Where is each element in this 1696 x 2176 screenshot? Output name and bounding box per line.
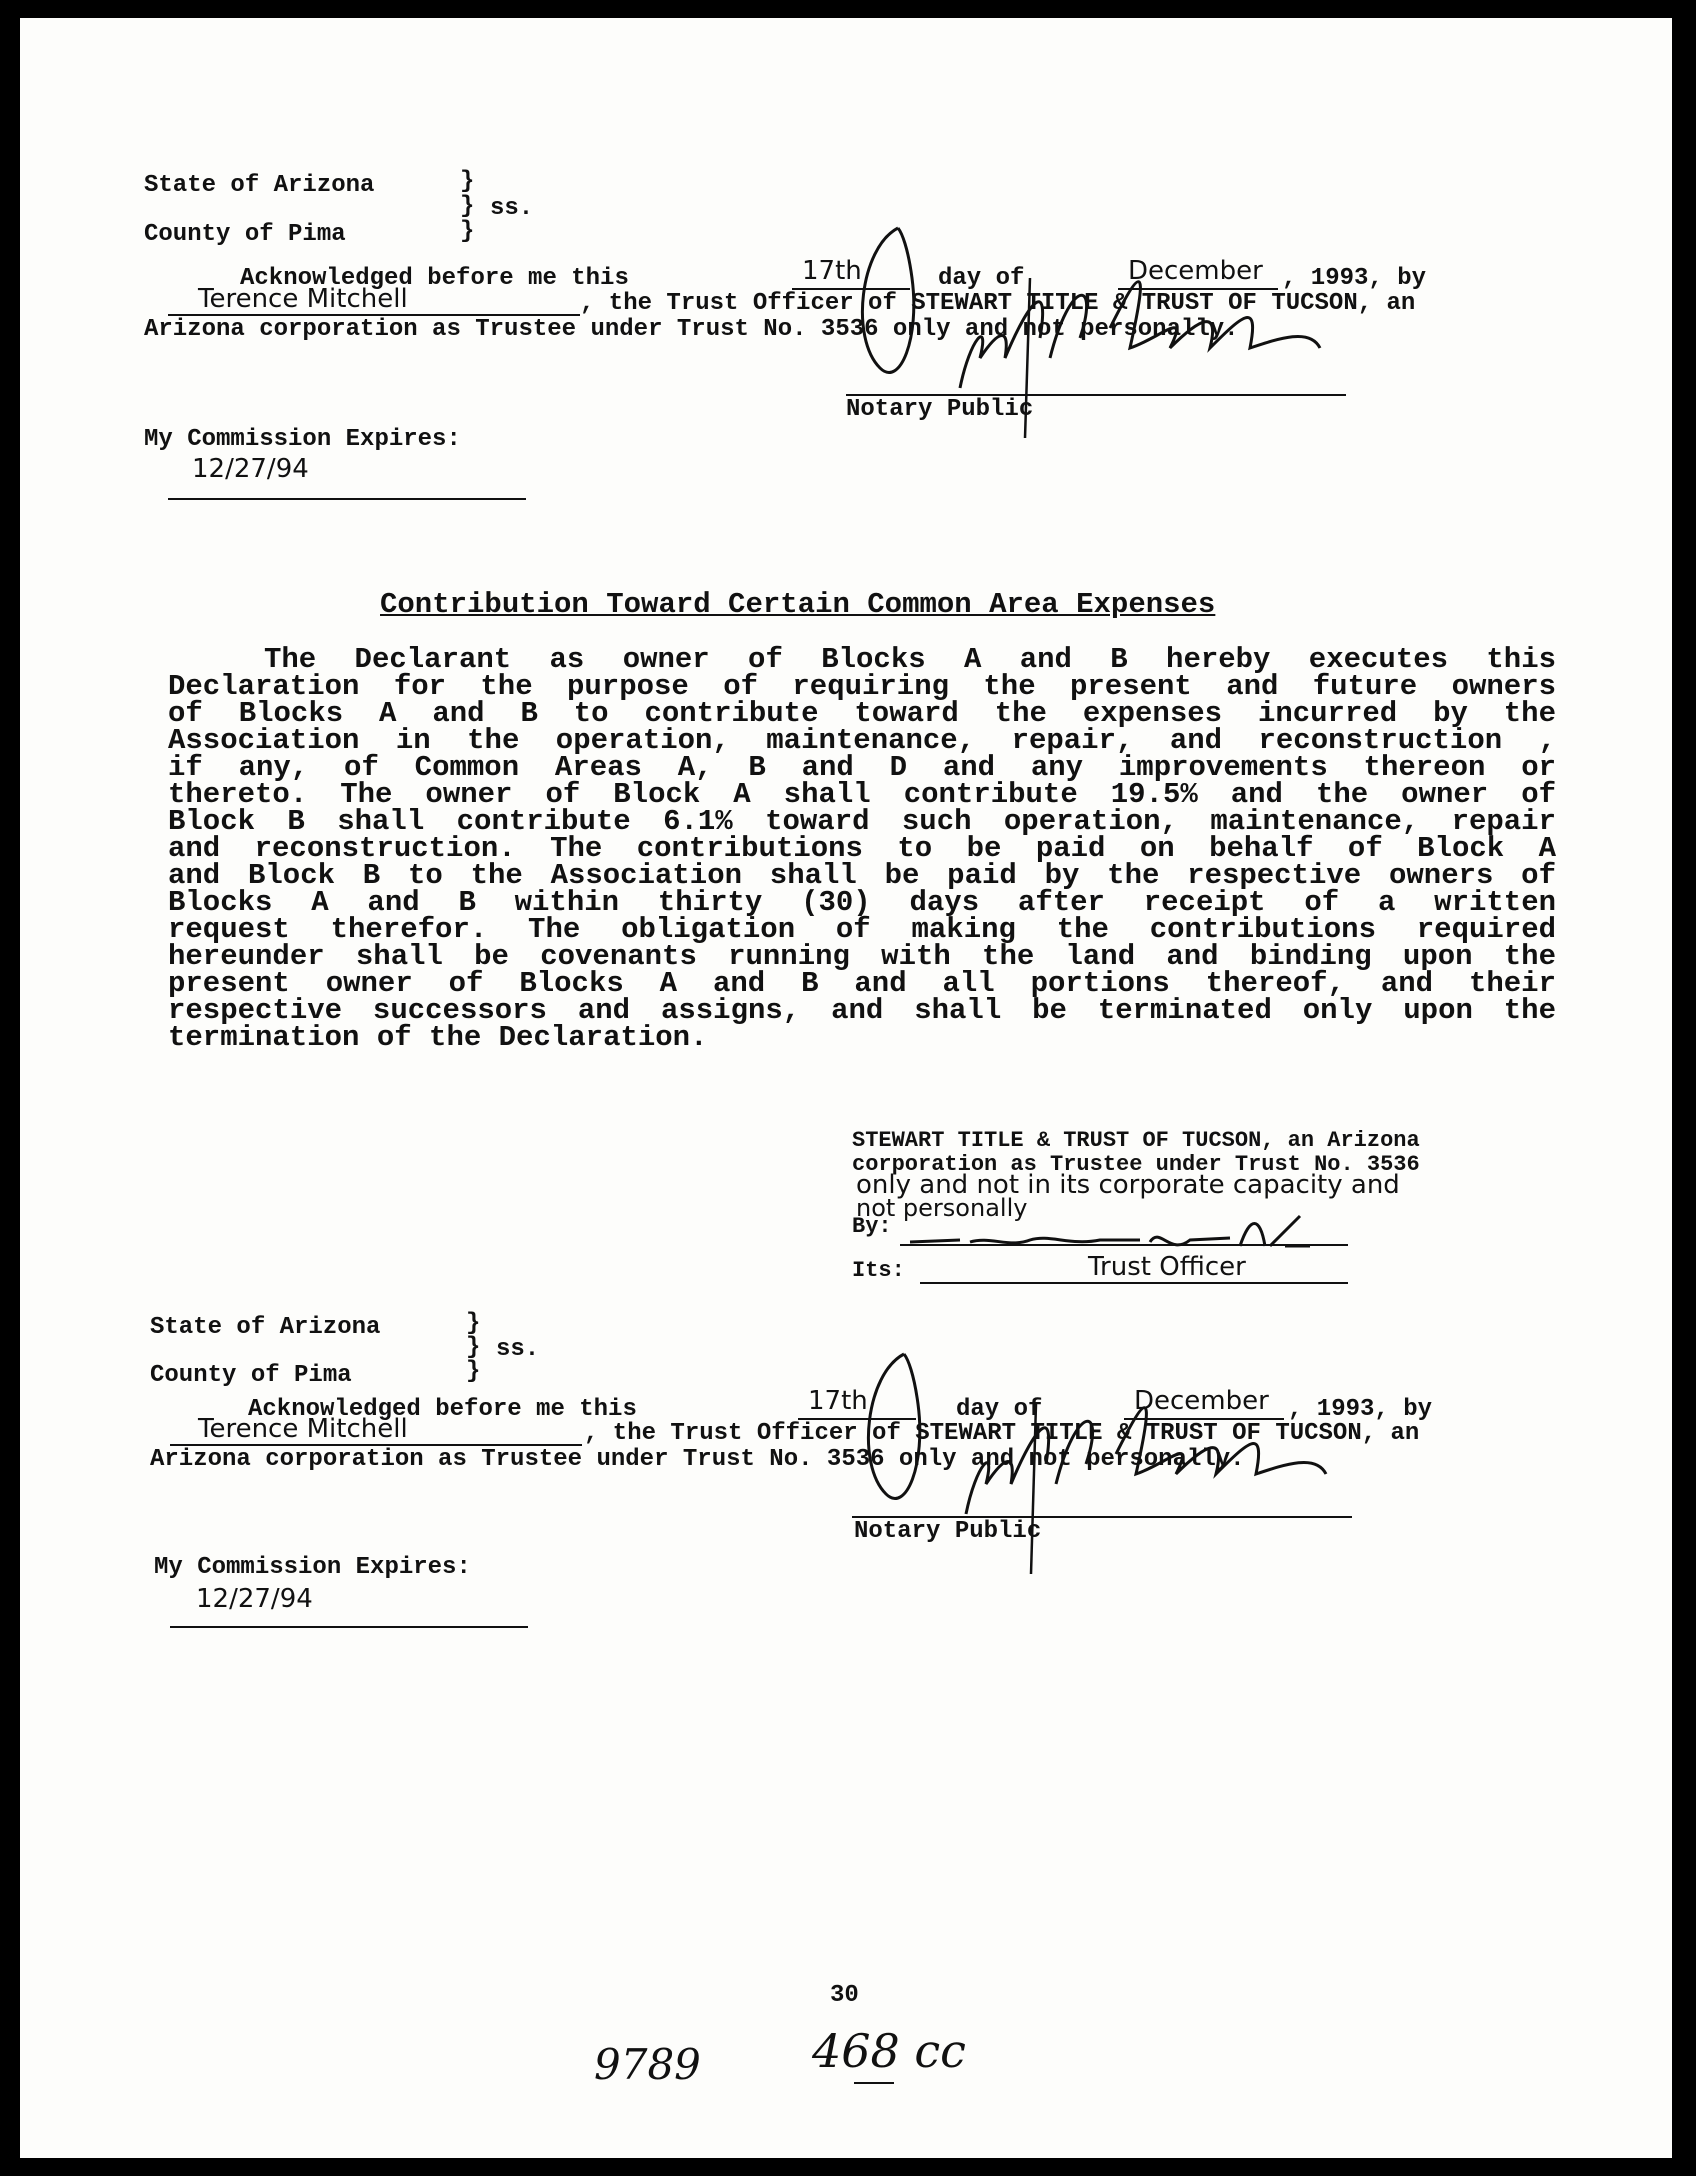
section-body-line: Declaration for the purpose of requiring the present and future owners: [168, 670, 1556, 703]
section-body-line: and reconstruction. The contributions to be paid on behalf of Block A: [168, 832, 1556, 865]
ack1-brace-bottom: }: [460, 218, 475, 245]
section-heading: Contribution Toward Certain Common Area Expenses: [380, 588, 1216, 621]
ack2-state-label: State of Arizona: [150, 1314, 381, 1341]
ack1-ss: ss.: [490, 195, 534, 222]
ack2-day-of-text: day of: [956, 1396, 1043, 1423]
ack1-year-text: , 1993, by: [1282, 265, 1427, 292]
ack2-ss: ss.: [496, 1336, 540, 1363]
ack1-line3-text: Arizona corporation as Trustee under Trust No. 3536 only and not personally.: [144, 316, 1239, 343]
ack2-brace-mid: }: [466, 1334, 481, 1361]
ack1-brace-top: }: [460, 168, 475, 195]
ack2-name-value: Terence Mitchell: [198, 1414, 408, 1444]
ack1-name-value: Terence Mitchell: [198, 284, 408, 314]
section-body: [168, 643, 1556, 1054]
section-body-line: and Block B to the Association shall be paid by the respective owners of: [168, 859, 1556, 892]
section-body-line: respective successors and assigns, and shall be terminated only upon the: [168, 994, 1556, 1027]
ack1-day-value: 17th: [802, 256, 862, 286]
section-body-line: of Blocks A and B to contribute toward the expenses incurred by the: [168, 697, 1556, 730]
sigblock-its-value: Trust Officer: [1088, 1252, 1246, 1282]
ack2-county-label: County of Pima: [150, 1362, 352, 1389]
handwritten-number-right: 468 cc: [812, 2024, 966, 2078]
sigblock-line1: STEWART TITLE & TRUST OF TUCSON, an Arizona: [852, 1128, 1420, 1153]
section-body-line: Association in the operation, maintenance, repair, and reconstruction ,: [168, 724, 1556, 757]
ack2-notary-label: Notary Public: [854, 1518, 1042, 1545]
ack1-state-label: State of Arizona: [144, 172, 375, 199]
ack1-day-of-text: day of: [938, 265, 1025, 292]
section-body-line: The Declarant as owner of Blocks A and B hereby executes this: [264, 643, 1556, 676]
ack2-acknowledged-text: Acknowledged before me this: [248, 1396, 637, 1423]
sigblock-by-label: By:: [852, 1214, 892, 1239]
sigblock-its-line: [920, 1282, 1348, 1284]
ack1-notary-label: Notary Public: [846, 396, 1034, 423]
ack1-commission-date: 12/27/94: [192, 454, 309, 484]
ack2-brace-top: }: [466, 1310, 481, 1337]
ack2-commission-date: 12/27/94: [196, 1584, 313, 1614]
ack2-brace-bottom: }: [466, 1358, 481, 1385]
ack1-county-label: County of Pima: [144, 221, 346, 248]
section-body-line: thereto. The owner of Block A shall contribute 19.5% and the owner of: [168, 778, 1556, 811]
handwritten-number-left: 9789: [594, 2040, 701, 2089]
ack2-month-value: December: [1134, 1386, 1269, 1416]
ack2-commission-underline: [170, 1626, 528, 1628]
sigblock-line3: only and not in its corporate capacity and: [856, 1170, 1400, 1200]
sigblock-by-line: [900, 1244, 1348, 1246]
section-body-line: request therefor. The obligation of making the contributions required: [168, 913, 1556, 946]
document-page: [20, 18, 1672, 2158]
section-body-line: Blocks A and B within thirty (30) days after receipt of a written: [168, 886, 1556, 919]
page-number: 30: [830, 1982, 859, 2009]
sigblock-line2: corporation as Trustee under Trust No. 3536: [852, 1152, 1420, 1177]
ack2-year-text: , 1993, by: [1288, 1396, 1433, 1423]
ack2-line2-text: , the Trust Officer of STEWART TITLE & TRUST OF TUCSON, an: [584, 1420, 1420, 1447]
ack1-commission-label: My Commission Expires:: [144, 426, 461, 453]
section-body-line: if any, of Common Areas A, B and D and any improvements thereon or: [168, 751, 1556, 784]
ack2-commission-label: My Commission Expires:: [154, 1554, 471, 1581]
ack1-month-value: December: [1128, 256, 1263, 286]
ack1-brace-mid: }: [460, 193, 475, 220]
sigblock-its-label: Its:: [852, 1258, 905, 1283]
handwritten-underline: [854, 2082, 894, 2084]
ack2-line3-text: Arizona corporation as Trustee under Trust No. 3536 only and not personally.: [150, 1446, 1245, 1473]
ack2-day-value: 17th: [808, 1386, 868, 1416]
section-body-line: Block B shall contribute 6.1% toward such operation, maintenance, repair: [168, 805, 1556, 838]
section-body-line: termination of the Declaration.: [168, 1021, 708, 1054]
ack1-acknowledged-text: Acknowledged before me this: [240, 265, 629, 292]
sigblock-line4: not personally: [856, 1194, 1028, 1222]
section-body-line: present owner of Blocks A and B and all portions thereof, and their: [168, 967, 1556, 1000]
ack1-line2-text: , the Trust Officer of STEWART TITLE & TRUST OF TUCSON, an: [580, 290, 1416, 317]
section-body-line: hereunder shall be covenants running with the land and binding upon the: [168, 940, 1556, 973]
ack1-commission-underline: [168, 498, 526, 500]
